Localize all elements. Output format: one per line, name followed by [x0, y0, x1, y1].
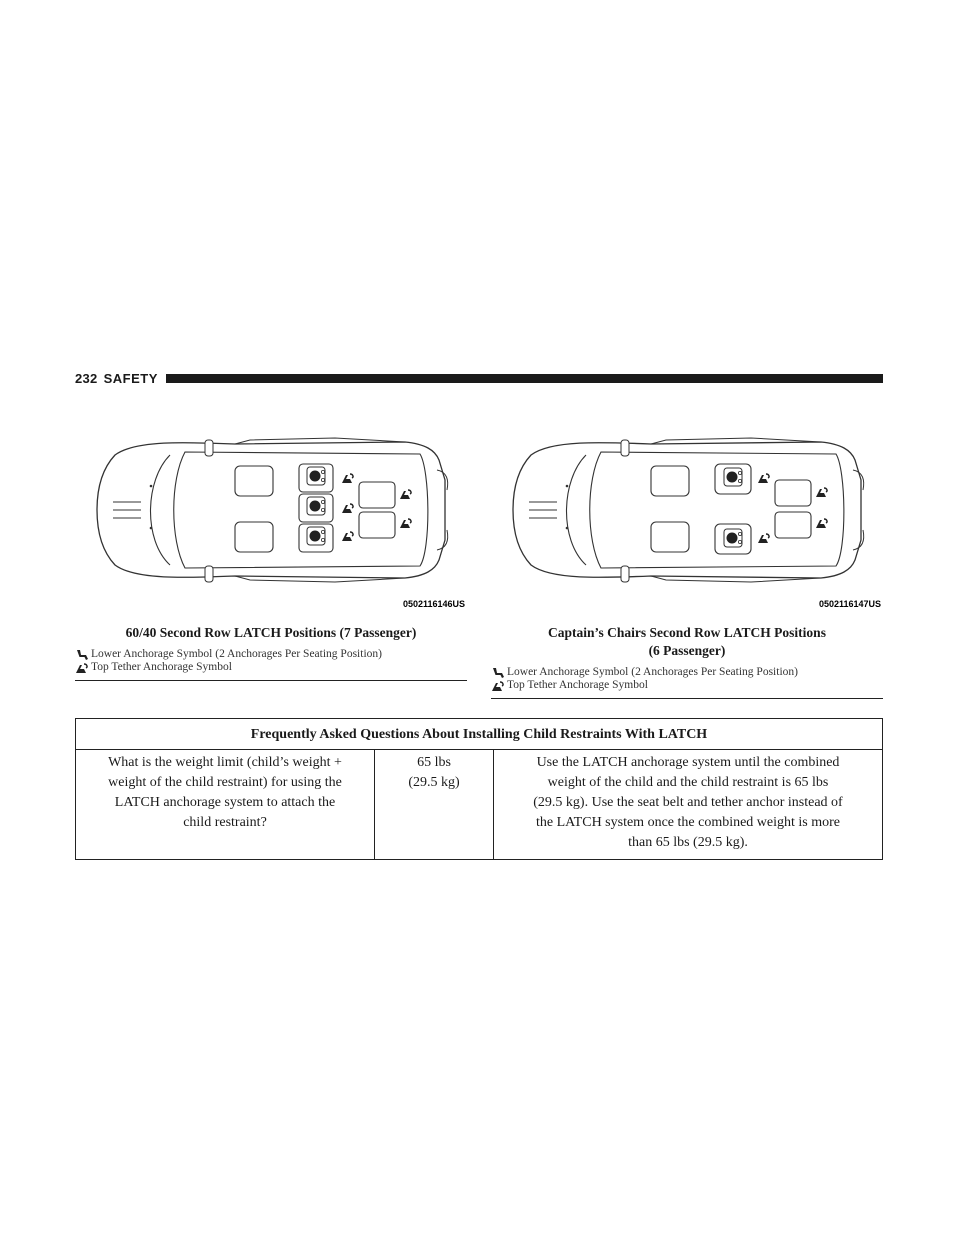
- answer-line: than 65 lbs (29.5 kg).: [628, 835, 748, 850]
- question-line: weight of the child restraint) for using the: [108, 775, 342, 790]
- lower-anchorage-icon: [75, 649, 89, 661]
- section-title: SAFETY: [103, 370, 158, 386]
- table-row: [76, 750, 883, 860]
- legend-rule: [491, 698, 883, 699]
- lower-anchorage-icon: [307, 497, 325, 515]
- legend-item: [75, 661, 467, 674]
- lower-anchorage-icon: [491, 667, 505, 679]
- legend-item: [75, 648, 467, 661]
- front-seat-left: [235, 466, 273, 496]
- legend-text: Lower Anchorage Symbol (2 Anchorages Per Seating Position): [91, 648, 382, 660]
- answer-line: Use the LATCH anchorage system until the combined: [536, 755, 840, 770]
- vehicle-diagram-6-passenger: [491, 400, 883, 610]
- top-tether-icon: [491, 680, 505, 692]
- figure-code: 0502116147US: [818, 599, 881, 609]
- third-row-seat: [359, 512, 395, 538]
- figure-7-passenger: [75, 400, 467, 681]
- front-seat-left: [651, 466, 689, 496]
- table-header-row: [76, 719, 883, 750]
- header-rule: [166, 374, 883, 383]
- table-title: Frequently Asked Questions About Installing Child Restraints With LATCH: [76, 719, 883, 750]
- third-row-seat: [775, 480, 811, 506]
- page-number: 232: [75, 370, 98, 386]
- figure-legend: [491, 666, 883, 692]
- figure-caption: [75, 624, 467, 642]
- lower-anchorage-icon: [724, 529, 742, 547]
- caption-line: Captain’s Chairs Second Row LATCH Positions: [548, 625, 826, 640]
- front-seat-right: [235, 522, 273, 552]
- figure-legend: [75, 648, 467, 674]
- answer-line: weight of the child and the child restraint is 65 lbs: [547, 775, 829, 790]
- legend-rule: [75, 680, 467, 681]
- vehicle-diagram-7-passenger: [75, 400, 467, 610]
- legend-item: [491, 666, 883, 679]
- question-line: What is the weight limit (child’s weight +: [108, 755, 342, 770]
- figure-caption: [491, 624, 883, 660]
- answer-cell: [494, 750, 883, 860]
- top-tether-icon: [75, 662, 89, 674]
- question-line: LATCH anchorage system to attach the: [114, 795, 336, 810]
- answer-line: the LATCH system once the combined weight is more: [535, 815, 841, 830]
- legend-item: [491, 679, 883, 692]
- third-row-seat: [775, 512, 811, 538]
- limit-cell: [375, 750, 494, 860]
- faq-table: [75, 718, 883, 860]
- caption-line: (6 Passenger): [648, 643, 726, 658]
- answer-line: (29.5 kg). Use the seat belt and tether anchor instead of: [533, 795, 843, 810]
- question-line: child restraint?: [183, 815, 267, 830]
- third-row-seat: [359, 482, 395, 508]
- question-cell: [76, 750, 375, 860]
- limit-line: 65 lbs: [417, 755, 451, 770]
- legend-text: Top Tether Anchorage Symbol: [91, 661, 232, 673]
- legend-text: Top Tether Anchorage Symbol: [507, 679, 648, 691]
- caption-line: 60/40 Second Row LATCH Positions (7 Passenger): [125, 625, 417, 640]
- lower-anchorage-icon: [724, 468, 742, 486]
- limit-line: (29.5 kg): [408, 775, 460, 790]
- front-seat-right: [651, 522, 689, 552]
- lower-anchorage-icon: [307, 527, 325, 545]
- lower-anchorage-icon: [307, 467, 325, 485]
- page-header: [75, 370, 883, 386]
- figure-code: 0502116146US: [402, 599, 465, 609]
- figure-6-passenger: [491, 400, 883, 699]
- legend-text: Lower Anchorage Symbol (2 Anchorages Per Seating Position): [507, 666, 798, 678]
